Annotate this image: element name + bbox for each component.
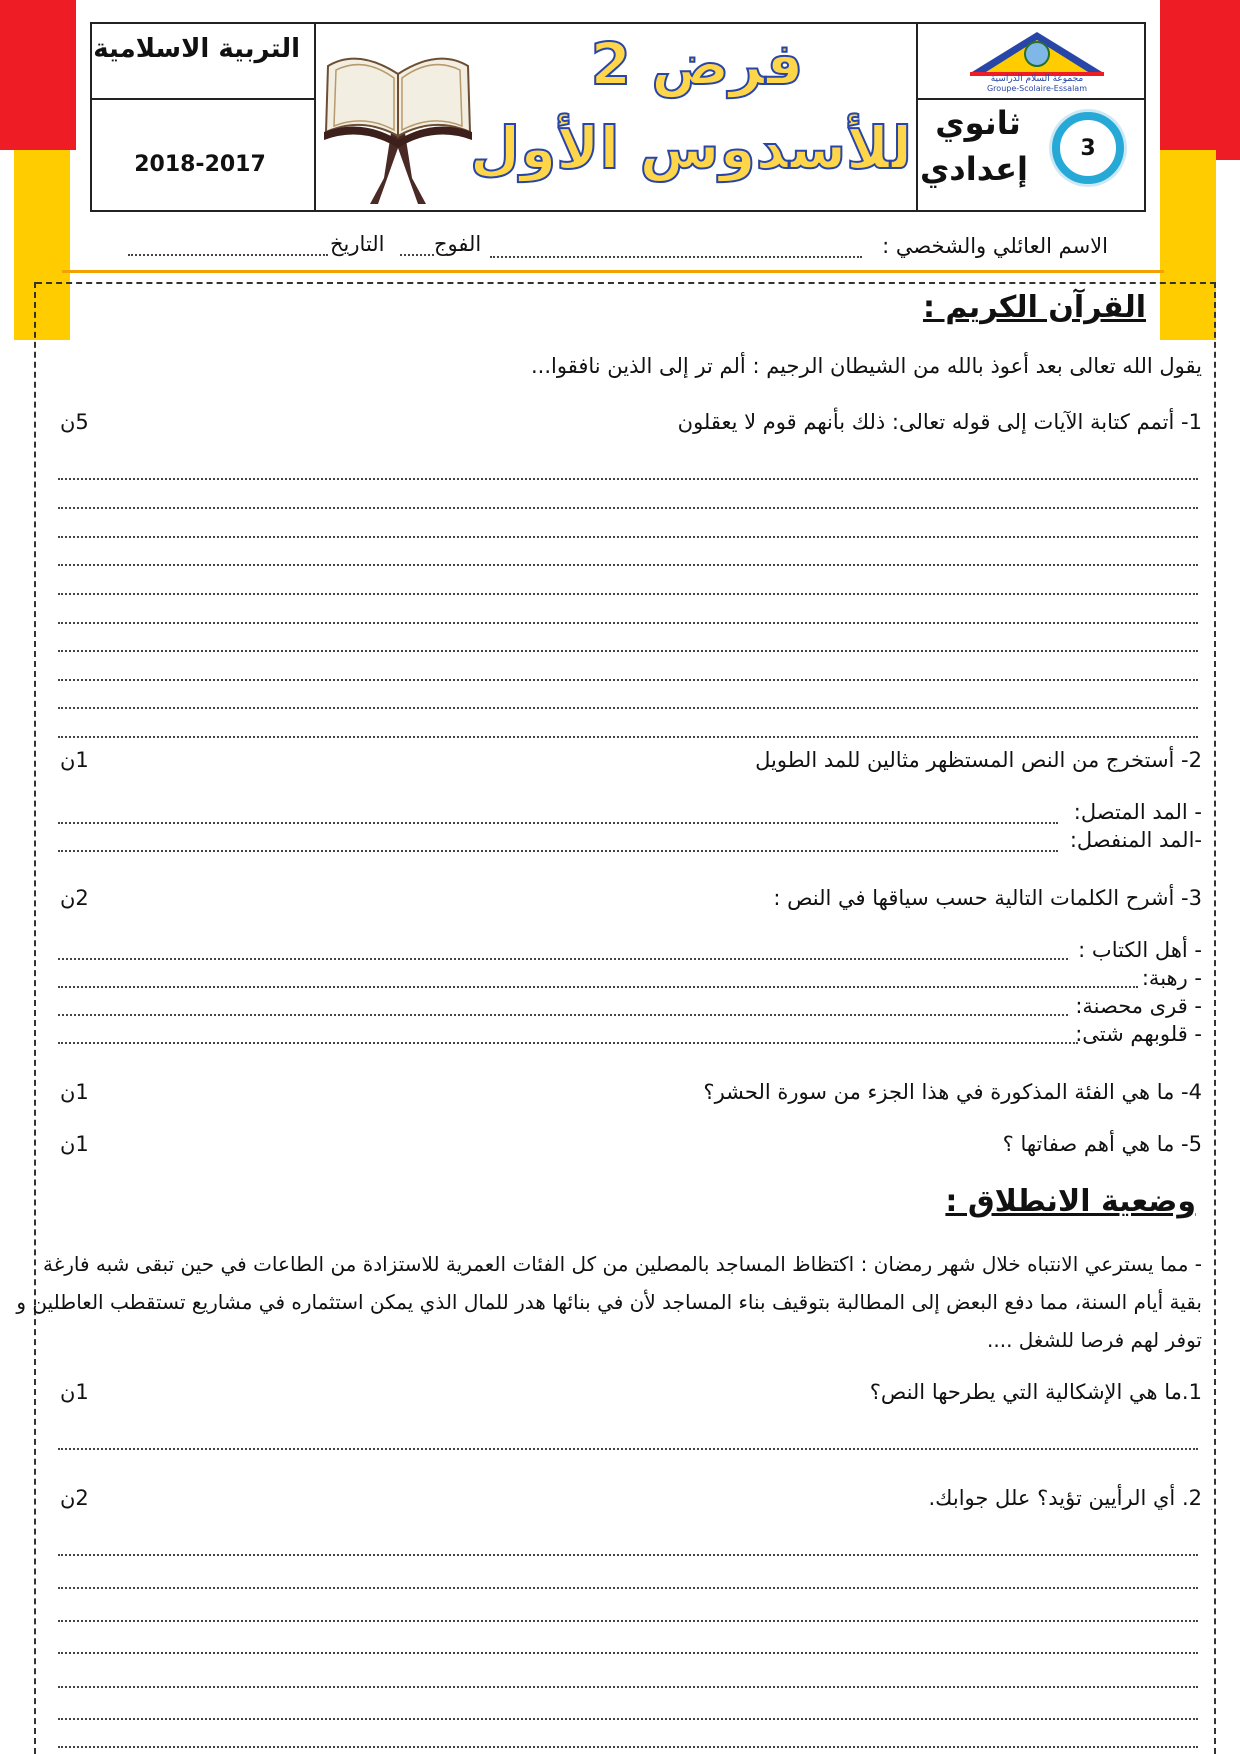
decor-yellow-bar-left (14, 150, 70, 340)
q3-item-4: - قلوبهم شتى: (1075, 1022, 1202, 1046)
grade-number: 3 (1080, 136, 1096, 161)
level-line2: إعدادي (919, 150, 1028, 188)
date-blank[interactable] (128, 254, 328, 256)
quran-q1-points: 5ن (60, 410, 89, 434)
situation-line-2: بقية أيام السنة، مما دفع البعض إلى المطالبة بتوقيف بناء المساجد لأن في بنائها هدر للمال الذي يمكن استثماره في مشاريع تستقطب العاطلين و (16, 1290, 1202, 1314)
quran-intro: يقول الله تعالى بعد أعوذ بالله من الشيطان الرجيم : ألم تر إلى الذين نافقوا... (530, 354, 1202, 378)
situation-q1: 1.ما هي الإشكالية التي يطرحها النص؟ (869, 1380, 1202, 1404)
school-name-ar: مجموعة السلام الدراسية (990, 74, 1084, 84)
school-year: 2018-2017 (134, 152, 266, 177)
decor-yellow-bar-right (1160, 150, 1216, 340)
frame-left (34, 282, 36, 1754)
quran-q5: 5- ما هي أهم صفاتها ؟ (1002, 1132, 1202, 1156)
situation-q1-answer-line[interactable] (58, 1448, 1198, 1450)
q1-answer-line-1[interactable] (58, 478, 1198, 480)
q2-item-2-blank[interactable] (58, 850, 1058, 852)
q3-item-2-blank[interactable] (58, 986, 1138, 988)
situation-q2-answer-line-4[interactable] (58, 1652, 1198, 1654)
q1-answer-line-8[interactable] (58, 679, 1198, 681)
q1-answer-line-6[interactable] (58, 622, 1198, 624)
grade-badge (1052, 112, 1124, 184)
situation-line-3: توفر لهم فرصا للشغل .... (987, 1328, 1202, 1352)
group-label: الفوج (434, 232, 482, 256)
q1-answer-line-10[interactable] (58, 736, 1198, 738)
q1-answer-line-2[interactable] (58, 507, 1198, 509)
situation-q2-answer-line-5[interactable] (58, 1686, 1198, 1688)
q3-item-3-blank[interactable] (58, 1014, 1068, 1016)
decor-red-bar-right (1160, 0, 1240, 160)
quran-q3: 3- أشرح الكلمات التالية حسب سياقها في النص : (773, 886, 1202, 910)
q1-answer-line-7[interactable] (58, 650, 1198, 652)
group-blank[interactable] (400, 254, 434, 256)
situation-heading: وضعية الانطلاق : (945, 1184, 1196, 1219)
q3-item-4-blank[interactable] (58, 1042, 1078, 1044)
quran-q2-points: 1ن (60, 748, 89, 772)
situation-q2-answer-line-6[interactable] (58, 1718, 1198, 1720)
q3-item-2: - رهبة: (1141, 966, 1202, 990)
quran-q4-points: 1ن (60, 1080, 89, 1104)
situation-q1-points: 1ن (60, 1380, 89, 1404)
q2-item-1-blank[interactable] (58, 822, 1058, 824)
quran-heading: القرآن الكريم : (922, 290, 1146, 325)
q3-item-1: - أهل الكتاب : (1078, 938, 1202, 962)
header-table (90, 22, 1146, 212)
exam-title-line2: للأسدوس الأول (469, 114, 912, 182)
student-name-label: الاسم العائلي والشخصي : (882, 234, 1108, 258)
school-name-fr: Groupe-Scolaire-Essalam (986, 84, 1087, 93)
situation-q2-answer-line-7[interactable] (58, 1746, 1198, 1748)
q1-answer-line-9[interactable] (58, 707, 1198, 709)
exam-title-line1: فرض 2 (590, 30, 804, 98)
q3-item-3: - قرى محصنة: (1075, 994, 1202, 1018)
subject-label: التربية الاسلامية (93, 34, 300, 64)
q2-item-1: - المد المتصل: (1073, 800, 1202, 824)
situation-q2-points: 2ن (60, 1486, 89, 1510)
quran-q3-points: 2ن (60, 886, 89, 910)
q3-item-1-blank[interactable] (58, 958, 1068, 960)
frame-right (1214, 282, 1216, 1754)
date-label: التاريخ (330, 232, 385, 256)
situation-q2: 2. أي الرأيين تؤيد؟ علل جوابك. (928, 1486, 1202, 1510)
situation-line-1: - مما يسترعي الانتباه خلال شهر رمضان : اكتظاظ المساجد بالمصلين من كل الفئات العمرية للاستزادة من الطاعات في حين تبقى شبه فارغة (43, 1252, 1202, 1276)
q2-item-2: -المد المنفصل: (1069, 828, 1202, 852)
q1-answer-line-3[interactable] (58, 536, 1198, 538)
student-name-blank[interactable] (490, 256, 862, 258)
frame-top (36, 282, 1216, 284)
quran-q5-points: 1ن (60, 1132, 89, 1156)
situation-q2-answer-line-3[interactable] (58, 1620, 1198, 1622)
situation-q2-answer-line-2[interactable] (58, 1587, 1198, 1589)
orange-rule (62, 270, 1164, 273)
q1-answer-line-4[interactable] (58, 564, 1198, 566)
q1-answer-line-5[interactable] (58, 593, 1198, 595)
school-logo (952, 28, 1122, 94)
decor-red-bar-left (0, 0, 76, 150)
situation-q2-answer-line-1[interactable] (58, 1554, 1198, 1556)
quran-book-image (318, 28, 478, 210)
quran-q2: 2- أستخرج من النص المستظهر مثالين للمد الطويل (755, 748, 1202, 772)
quran-q1: 1- أتمم كتابة الآيات إلى قوله تعالى: ذلك بأنهم قوم لا يعقلون (677, 410, 1202, 434)
level-line1: ثانوي (935, 104, 1021, 142)
quran-q4: 4- ما هي الفئة المذكورة في هذا الجزء من سورة الحشر؟ (703, 1080, 1202, 1104)
